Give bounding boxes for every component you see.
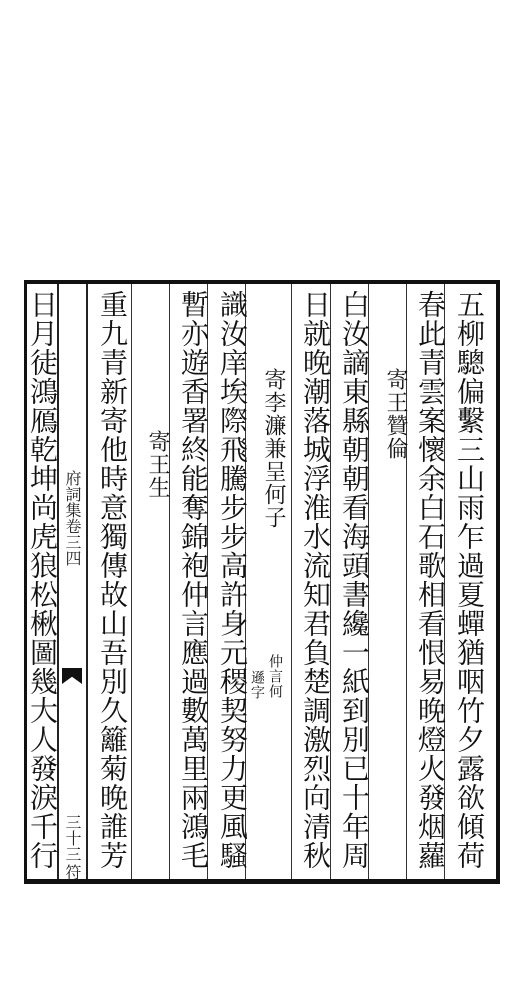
text-column-1: 五柳驄偏繫三山雨乍過夏蟬猶咽竹夕露欲傾荷 [453, 290, 486, 870]
interlinear-note-1: 仲言何 [267, 654, 283, 699]
book-page [24, 280, 500, 884]
center-strip [58, 284, 86, 879]
column-rule [291, 284, 292, 879]
frame-right-border [496, 280, 500, 884]
poem-title-2: 寄李濂兼呈何子 [261, 368, 286, 529]
text-column-7: 重九青新寄他時意獨傳故山吾別久籬菊晚誰芳 [96, 290, 129, 870]
column-rule [86, 284, 88, 879]
column-rule [131, 284, 132, 879]
center-strip-leaf-mark: 符 [63, 864, 82, 880]
column-rule [169, 284, 170, 879]
frame-top-border [24, 280, 500, 284]
text-column-8: 日月徒鴻鴈乾坤尚虎狼松楸圖幾大人發淚千行 [26, 290, 59, 870]
center-strip-title: 府詞集卷三四 [63, 470, 82, 566]
text-column-6: 暫亦遊香署終能奪錦袍仲言應過數萬里兩鴻毛 [177, 290, 210, 870]
poem-title-1: 寄王贊倫 [383, 368, 408, 460]
text-column-3: 白汝謫東縣朝朝看海頭書纔一紙到別已十年周 [338, 290, 371, 870]
text-column-4: 日就晚潮落城浮淮水流知君負楚調激烈向清秋 [299, 290, 332, 870]
text-column-5: 識汝庠埃際飛騰步步高許身元稷契努力更風騷 [216, 290, 249, 870]
center-strip-folio: 三十三 [63, 814, 82, 862]
interlinear-note-2: 遜字 [249, 670, 265, 700]
frame-bottom-border [24, 879, 500, 884]
text-column-2: 春此青雲案懷余白石歌相看恨易晚燈火發烟蘿 [414, 290, 447, 870]
fishtail-mark [62, 668, 82, 684]
poem-title-3: 寄王生 [145, 430, 170, 499]
